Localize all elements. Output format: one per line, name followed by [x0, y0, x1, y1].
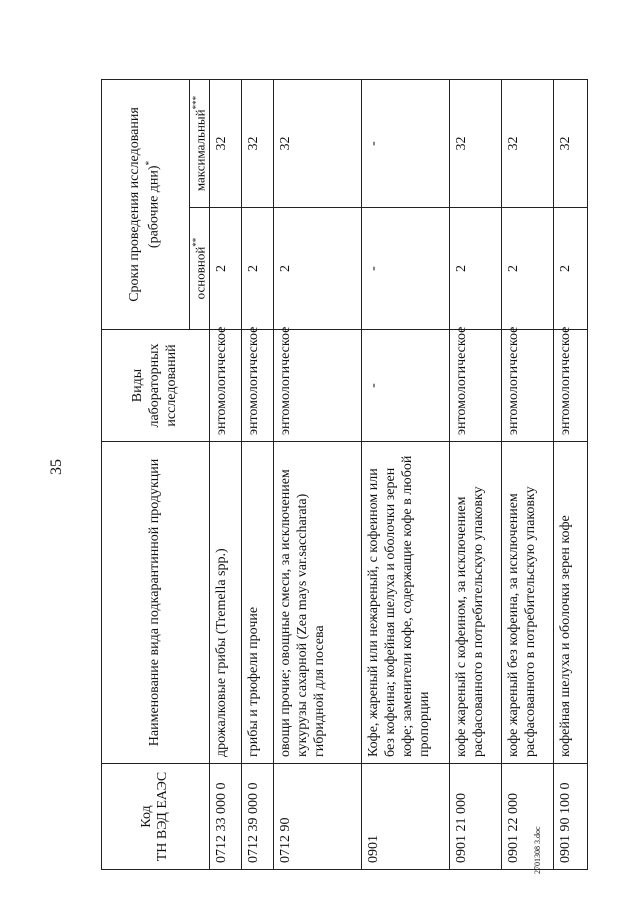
cell-max: 32	[449, 80, 501, 208]
table-row	[209, 80, 241, 870]
cell-research: энтомологическое	[501, 330, 553, 442]
header-terms	[102, 80, 190, 330]
header-max	[190, 80, 210, 208]
cell-max: -	[361, 80, 449, 208]
header-terms-mark: *	[144, 160, 155, 166]
table-row	[241, 80, 273, 870]
cell-main: 2	[501, 208, 553, 330]
table-row	[361, 80, 449, 870]
quarantine-table	[101, 79, 588, 870]
cell-max: 32	[553, 80, 587, 208]
table-row	[273, 80, 361, 870]
header-main-text: основной	[192, 246, 208, 300]
footer-filename: 2701308 3.doc	[533, 826, 542, 874]
cell-research: -	[361, 330, 449, 442]
cell-name: овощи прочие; овощные смеси, за исключением кукурузы сахарной (Zea mays var.saccharata) гибридной для посева	[273, 442, 361, 764]
cell-main: 2	[449, 208, 501, 330]
cell-research: энтомологическое	[273, 330, 361, 442]
cell-code: 0901 21 000	[449, 764, 501, 870]
header-code-line1: Код	[138, 805, 154, 828]
cell-research: энтомологическое	[241, 330, 273, 442]
cell-main: 2	[273, 208, 361, 330]
cell-code: 0901 22 000	[501, 764, 553, 870]
cell-research: энтомологическое	[553, 330, 587, 442]
header-max-text: максимальный	[192, 109, 208, 192]
page-number: 35	[48, 459, 65, 475]
header-code-line2: ТН ВЭД ЕАЭС	[155, 771, 171, 862]
cell-main: 2	[209, 208, 241, 330]
rotated-table-container	[101, 80, 591, 870]
header-code	[102, 764, 210, 870]
cell-research: энтомологическое	[209, 330, 241, 442]
header-main-mark: **	[191, 237, 201, 247]
cell-max: 32	[501, 80, 553, 208]
cell-code: 0901 90 100 0	[553, 764, 587, 870]
table-row	[501, 80, 553, 870]
cell-name: Кофе, жареный или нежареный, с кофеином или без кофеина; кофейная шелуха и оболочки зерен кофе; заменители кофе, содержащие кофе в любой пропорции	[361, 442, 449, 764]
cell-name: грибы и трюфели прочие	[241, 442, 273, 764]
cell-name: кофе жареный с кофеином, за исключением расфасованного в потребительскую упаковку	[449, 442, 501, 764]
cell-name: кофе жареный без кофеина, за исключением расфасованного в потребительскую упаковку	[501, 442, 553, 764]
table-row	[449, 80, 501, 870]
header-terms-text: Сроки проведения исследования (рабочие дни)	[127, 107, 162, 302]
cell-max: 32	[209, 80, 241, 208]
cell-code: 0901	[361, 764, 449, 870]
cell-main: 2	[553, 208, 587, 330]
cell-main: -	[361, 208, 449, 330]
table-row	[553, 80, 587, 870]
header-max-mark: ***	[191, 95, 201, 110]
cell-name: дрожалковые грибы (Tremella spp.)	[209, 442, 241, 764]
cell-research: энтомологическое	[449, 330, 501, 442]
header-name: Наименование вида подкарантинной продукции	[102, 442, 210, 764]
cell-code: 0712 33 000 0	[209, 764, 241, 870]
cell-code: 0712 90	[273, 764, 361, 870]
header-research: Виды лабораторных исследований	[102, 330, 210, 442]
cell-main: 2	[241, 208, 273, 330]
cell-name: кофейная шелуха и оболочки зерен кофе	[553, 442, 587, 764]
header-main	[190, 208, 210, 330]
cell-code: 0712 39 000 0	[241, 764, 273, 870]
cell-max: 32	[273, 80, 361, 208]
cell-max: 32	[241, 80, 273, 208]
